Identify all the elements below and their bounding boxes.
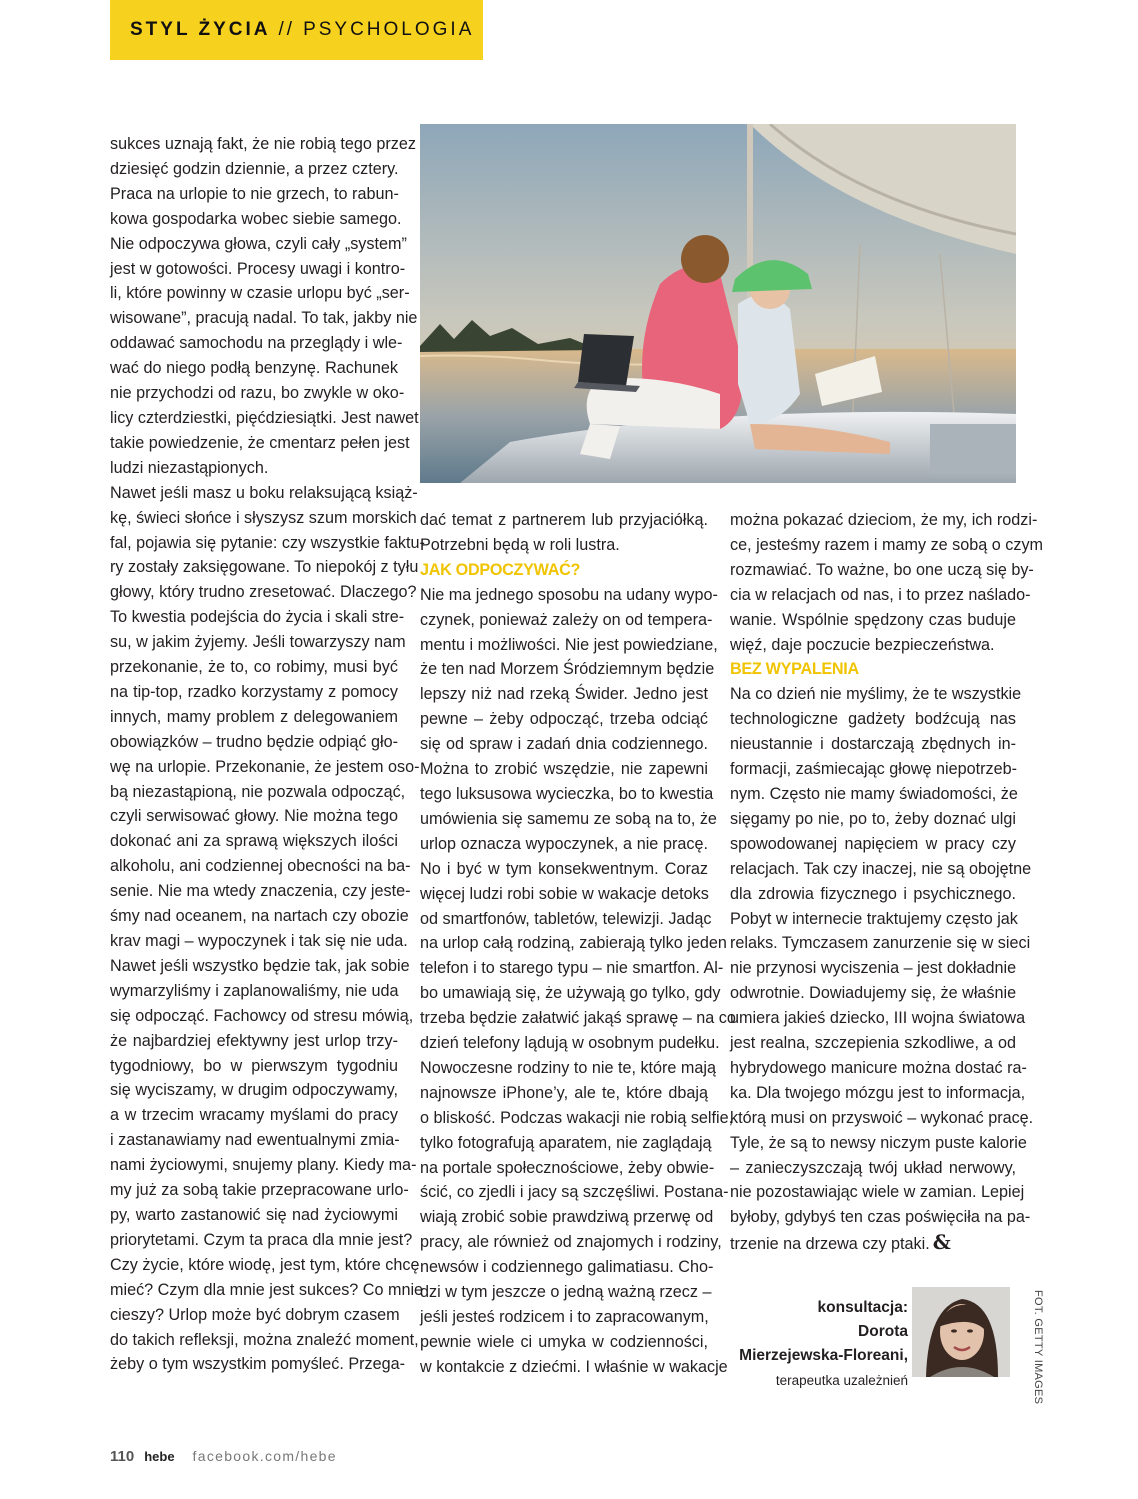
text-line: nie pozostawiając wiele w zamian. Lepiej — [730, 1183, 1025, 1202]
text-line: trzeba będzie załatwić jakąś sprawę – na co — [420, 1009, 736, 1028]
text-line: Pobyt w internecie traktujemy często jak — [730, 909, 1018, 928]
text-line: że najbardziej efektywny jest urlop trzy- — [110, 1031, 398, 1050]
text-line: tylko fotografują aparatem, nie zaglądają — [420, 1133, 712, 1152]
text-line: spowodowanej napięciem w pracy czy — [730, 834, 1016, 853]
text-line: rozmawiać. To ważne, bo one uczą się by- — [730, 560, 1034, 579]
text-line: priorytetami. Czym ta praca dla mnie jest? — [110, 1230, 413, 1249]
text-line: py, warto zastanowić się nad życiowymi — [110, 1205, 398, 1224]
section-heading: BEZ WYPALENIA — [730, 660, 859, 679]
text-line: o bliskość. Podczas wakacji nie robią selfie, — [420, 1108, 734, 1127]
text-line: się wyciszamy, w drugim odpoczywamy, — [110, 1081, 398, 1100]
text-line: obowiązków – trudno będzie odpiąć gło- — [110, 732, 398, 751]
text-line: wymarzyliśmy i zaplanowaliśmy, nie uda — [110, 981, 399, 1000]
text-line: na portale społecznościowe, żeby obwie- — [420, 1158, 715, 1177]
text-line: wanie. Wspólnie spędzony czas buduje — [730, 610, 1016, 629]
text-line: Czy życie, które wiodę, jest tym, które chcę — [110, 1255, 420, 1274]
consult-last-name: Mierzejewska-Floreani, — [739, 1347, 908, 1364]
text-line: bo umawiają się, że używają go tylko, gdy — [420, 984, 721, 1003]
text-line — [730, 1230, 1016, 1257]
text-line: dziesięć godzin dziennie, a przez cztery. — [110, 159, 399, 178]
text-line: pewnie wiele ci umyka w codzienności, — [420, 1332, 708, 1351]
text-line: lepszy niż nad rzeką Świder. Jedno jest — [420, 685, 708, 704]
text-line: dzień telefony lądują w osobnym pudełku. — [420, 1034, 720, 1053]
text-line: technologiczne gadżety bodźcują nas — [730, 710, 1016, 729]
text-line: którą musi on przyswoić – wykonać pracę. — [730, 1108, 1034, 1127]
text-line: wisowane”, pracują nadal. To tak, jakby nie — [110, 309, 418, 328]
text-line: Tyle, że są to newsy niczym puste kalorie — [730, 1133, 1027, 1152]
text-line: jest realna, szczepienia szkodliwe, a od — [730, 1034, 1016, 1053]
text-line: cia w relacjach od nas, i to przez naślado- — [730, 585, 1031, 604]
text-line: przekonanie, że to, co robimy, musi być — [110, 658, 398, 677]
text-line: wiają zrobić sobie prawdziwą przerwę od — [420, 1208, 714, 1227]
text-line: byłoby, gdybyś ten czas poświęciła na pa- — [730, 1208, 1031, 1227]
text-line: a w trzecim wracamy myślami do pracy — [110, 1106, 398, 1125]
text-line: fal, pojawia się pytanie: czy wszystkie faktu- — [110, 533, 425, 552]
consult-role: terapeutka uzależnień — [775, 1373, 908, 1388]
text-line: Na co dzień nie myślimy, że te wszystkie — [730, 685, 1022, 704]
text-line: Nowoczesne rodziny to nie te, które mają — [420, 1058, 717, 1077]
text-line: można pokazać dzieciom, że my, ich rodzi- — [730, 511, 1038, 529]
last-text-line: trzenie na drzewa czy ptaki. — [730, 1235, 930, 1254]
text-line: hybrydowego manicure można dostać ra- — [730, 1058, 1027, 1077]
text-line: czynek, ponieważ zależy on od tempera- — [420, 610, 713, 629]
text-line: relacjach. Tak czy inaczej, nie są obojętne — [730, 859, 1032, 878]
text-line: kowa gospodarka wobec siebie samego. — [110, 209, 402, 228]
text-line: sięgamy po nie, po to, żeby doznać ulgi — [730, 809, 1016, 828]
consult-first-name: Dorota — [858, 1323, 908, 1340]
text-line: formacji, zaśmiecając głowę niepotrzeb- — [730, 760, 1017, 779]
section-separator: // — [278, 19, 296, 40]
text-line: my już za sobą takie przepracowane urlo- — [110, 1181, 409, 1200]
text-line: oddawać samochodu na przeglądy i wle- — [110, 334, 403, 353]
text-line: mieć? Czym dla mnie jest sukces? Co mnie — [110, 1280, 424, 1299]
text-line: Nawet jeśli wszystko będzie tak, jak sobie — [110, 956, 410, 975]
text-line: żeby o tym wszystkim pomyśleć. Przega- — [110, 1355, 406, 1374]
text-line: na tip-top, rzadko korzystamy z pomocy — [110, 682, 398, 701]
section-tab — [110, 0, 483, 60]
text-line: Nie ma jednego sposobu na udany wypo- — [420, 585, 718, 604]
facebook-link[interactable]: facebook.com/hebe — [192, 1448, 337, 1464]
text-line: senie. Nie ma wtedy znaczenia, czy jeste- — [110, 882, 411, 901]
text-line: dokonać ani za sprawą większych ilości — [110, 832, 398, 851]
text-line: ścić, co zjedli i jacy są szczęśliwi. Postana- — [420, 1183, 729, 1202]
text-line: newsów i codziennego galimatiasu. Cho- — [420, 1258, 714, 1277]
text-line: więź, daje poczucie bezpieczeństwa. — [730, 635, 995, 654]
text-line: na urlop całą rodziną, zabierają tylko jeden — [420, 934, 727, 953]
text-line: takie powiedzenie, że cmentarz pełen jest — [110, 433, 410, 452]
text-line: się od spraw i zadań dnia codziennego. — [420, 735, 708, 754]
text-line: nieustannie i dostarczają zbędnych in- — [730, 735, 1016, 754]
text-line: Nawet jeśli masz u boku relaksującą książ- — [110, 483, 418, 502]
text-line: Nie odpoczywa głowa, czyli cały „system” — [110, 234, 407, 253]
text-line: dzi w tym jeszcze o jedną ważną rzecz – — [420, 1283, 712, 1302]
text-line: więcej ludzi robi sobie w wakacje detoks — [420, 884, 709, 903]
text-line: To kwestia podejścia do życia i skali stre- — [110, 608, 405, 627]
text-line: nym. Często nie mamy świadomości, że — [730, 784, 1018, 803]
brand-logo: hebe — [144, 1449, 175, 1464]
text-line: su, w jakim żyjemy. Jeśli towarzyszy nam — [110, 633, 406, 652]
text-line: mentu i możliwości. Nie jest powiedziane, — [420, 635, 718, 654]
text-line: jest w gotowości. Procesy uwagi i kontro- — [110, 259, 406, 278]
text-line: licy czterdziestki, pięćdziesiątki. Jest nawet — [110, 408, 419, 427]
text-line: Praca na urlopie to nie grzech, to rabun- — [110, 184, 399, 203]
text-line: głowy, który trudno zresetować. Dlaczego? — [110, 583, 417, 602]
page-number: 110 — [110, 1448, 135, 1465]
text-line: od smartfonów, tabletów, telewizji. Jadąc — [420, 909, 712, 928]
text-line: ce, jesteśmy razem i mamy ze sobą o czym — [730, 535, 1044, 554]
text-line: – zanieczyszczają twój układ nerwowy, — [730, 1158, 1016, 1177]
text-line: sukces uznają fakt, że nie robią tego przez — [110, 135, 416, 153]
text-line: No i być w tym konsekwentnym. Coraz — [420, 859, 708, 878]
text-line: nami życiowymi, snujemy plany. Kiedy ma- — [110, 1156, 417, 1175]
text-line: odwrotnie. Dowiadujemy się, że właśnie — [730, 984, 1017, 1003]
text-line: pracy, ale również od znajomych i rodziny, — [420, 1233, 722, 1252]
text-line: czyli serwisować głowy. Nie można tego — [110, 807, 398, 826]
consultant-credit — [716, 1296, 908, 1393]
page-footer — [110, 1448, 337, 1465]
text-line: pewne – żeby odpocząć, trzeba odciąć — [420, 710, 708, 729]
text-line: w kontakcie z dziećmi. I właśnie w wakacje — [420, 1357, 728, 1376]
section-label: STYL ŻYCIA — [130, 19, 271, 40]
text-line: dać temat z partnerem lub przyjaciółką. — [420, 511, 708, 529]
consult-label: konsultacja: — [817, 1299, 908, 1316]
text-line: wę na urlopie. Przekonanie, że jestem oso- — [110, 757, 420, 776]
text-line: i zastanawiamy nad ewentualnymi zmia- — [110, 1131, 400, 1150]
text-line: umówienia się samemu ze sobą na to, że — [420, 809, 717, 828]
text-line: telefon i to starego typu – nie smartfon. Al- — [420, 959, 724, 978]
text-line: krav magi – wypoczynek i tak się nie uda. — [110, 932, 408, 950]
text-line: śmy nad oceanem, na nartach czy obozie — [110, 907, 409, 926]
text-line: się odpocząć. Fachowcy od stresu mówią, — [110, 1006, 414, 1025]
text-line: ry zostały zaksięgowane. To niepokój z tyłu — [110, 558, 419, 577]
text-line: jeśli jesteś rodzicem i to zapracowanym, — [420, 1308, 709, 1326]
photo-credit: FOT. GETTY IMAGES — [1032, 1290, 1044, 1405]
text-line: alkoholu, ani codziennej obecności na ba- — [110, 857, 411, 876]
text-line: tego luksusowa wycieczka, bo to kwestia — [420, 784, 714, 803]
text-line: nie przynosi wyciszenia – jest dokładnie — [730, 959, 1017, 978]
text-line: kę, świeci słońce i słyszysz szum morskich — [110, 508, 417, 527]
text-line: cieszy? Urlop może być dobrym czasem — [110, 1305, 400, 1324]
text-line: relaks. Tymczasem zanurzenie się w sieci — [730, 934, 1031, 953]
text-line: dla zdrowia fizycznego i psychicznego. — [730, 884, 1016, 903]
text-line: do takich refleksji, można znaleźć moment, — [110, 1330, 419, 1349]
text-line: urlop oznacza wypoczynek, a nie pracę. — [420, 834, 708, 853]
article-column-1 — [110, 132, 425, 1377]
text-line: wać do niego podłą benzynę. Rachunek — [110, 359, 398, 378]
text-line: Potrzebni będą w roli lustra. — [420, 535, 620, 554]
article-column-2 — [420, 508, 736, 1380]
end-mark: & — [932, 1230, 951, 1255]
text-line: ka. Dla twojego mózgu jest to informacja, — [730, 1083, 1026, 1102]
subsection-label: PSYCHOLOGIA — [303, 19, 475, 40]
text-line: ludzi niezastąpionych. — [110, 458, 269, 477]
text-line: bą niezastąpioną, nie pozwala odpocząć, — [110, 782, 406, 801]
article-column-3 — [730, 508, 1044, 1257]
text-line: nie przychodzi od razu, bo zwykle w oko- — [110, 384, 405, 403]
text-line: najnowsze iPhone’y, ale te, które dbają — [420, 1083, 708, 1102]
text-line: że ten nad Morzem Śródziemnym będzie — [420, 660, 715, 679]
text-line: li, które powinny w czasie urlopu być „ser- — [110, 284, 410, 303]
text-line: umiera jakieś dziecko, III wojna światowa — [730, 1009, 1026, 1028]
section-heading: JAK ODPOCZYWAĆ? — [420, 560, 581, 579]
text-line: innych, mamy problem z delegowaniem — [110, 707, 398, 726]
consultant-portrait — [912, 1287, 1010, 1377]
text-line: tygodniowy, bo w pierwszym tygodniu — [110, 1056, 398, 1075]
article-photo — [420, 124, 1016, 483]
text-line: Można to zrobić wszędzie, nie zapewni — [420, 760, 708, 779]
